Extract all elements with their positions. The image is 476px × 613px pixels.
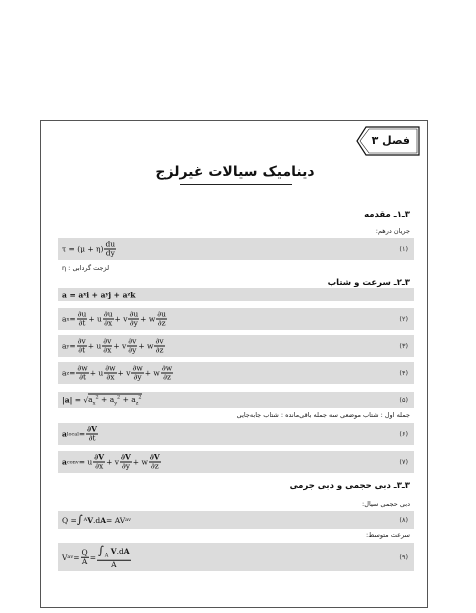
equation-5 xyxy=(58,392,414,408)
note-acceleration-terms: جمله اول : شتاب موضعی سه جمله باقی‌مانده : شتاب جابه‌جایی xyxy=(236,411,410,419)
equation-6-formula: a local = ∂V ∂t xyxy=(62,424,97,443)
equation-9-number: (۹) xyxy=(399,553,408,561)
note-volume-flow: دبی حجمی سیال: xyxy=(362,500,410,508)
equation-8-formula: Q = ∫ A V .d A = AV av xyxy=(62,513,131,526)
equation-1-number: (۱) xyxy=(399,245,408,253)
equation-4-number: (۴) xyxy=(399,369,408,377)
equation-8 xyxy=(58,511,414,529)
equation-7-number: (۷) xyxy=(399,458,408,466)
equation-9 xyxy=(58,543,414,571)
equation-2-number: (۲) xyxy=(399,315,408,323)
equation-6-number: (۶) xyxy=(399,430,408,438)
chapter-tab xyxy=(356,126,420,156)
equation-7 xyxy=(58,451,414,473)
equation-7-formula: a conv = u ∂V ∂x + v ∂V ∂y + w ∂V ∂z xyxy=(62,452,160,471)
chapter-label: فصل ۳ xyxy=(371,134,410,147)
equation-4 xyxy=(58,362,414,384)
equation-2-formula: a x = ∂u ∂t + u ∂u ∂x + v ∂u ∂y + w ∂u ∂z xyxy=(62,309,166,328)
equation-9-formula: V av = Q A = $\int_A$ V.dA A xyxy=(62,543,130,569)
equation-1-formula: τ = (μ + η) du dy xyxy=(62,239,116,258)
title-underline xyxy=(180,184,292,185)
equation-4-formula: a z = ∂w ∂t + u ∂w ∂x + v ∂w ∂y + w ∂w ∂z xyxy=(62,363,173,382)
note-vortex-flow: جریان درهم: xyxy=(375,227,410,235)
equation-2 xyxy=(58,308,414,330)
equation-3-formula: a y = ∂v ∂t + u ∂v ∂x + v ∂v ∂y + w ∂v ∂z xyxy=(62,336,164,355)
equation-1 xyxy=(58,238,414,260)
section-heading-intro: ۳ـ۱ـ مقدمه xyxy=(364,210,410,220)
section-heading-flow-rate: ۳ـ۳ـ دبی حجمی و دبی جرمی xyxy=(289,481,410,491)
note-average-velocity: سرعت متوسط: xyxy=(366,531,410,539)
equation-3 xyxy=(58,335,414,357)
equation-5-number: (۵) xyxy=(399,396,408,404)
acceleration-vector-formula: a = a x i + a y j + a z k xyxy=(62,290,136,299)
note-eta: η : لزجت گردابی xyxy=(62,264,110,272)
equation-3-number: (۳) xyxy=(399,342,408,350)
equation-8-number: (۸) xyxy=(399,516,408,524)
equation-6 xyxy=(58,423,414,445)
equation-5-formula: |a| = √ $a_x^2 + a_y^2 + a_z^2$ xyxy=(62,394,142,407)
equation-acceleration-vector xyxy=(58,288,414,301)
chapter-title: دینامیک سیالات غیرلزج xyxy=(155,164,315,180)
section-heading-velocity: ۳ـ۲ـ سرعت و شتاب xyxy=(327,278,410,288)
